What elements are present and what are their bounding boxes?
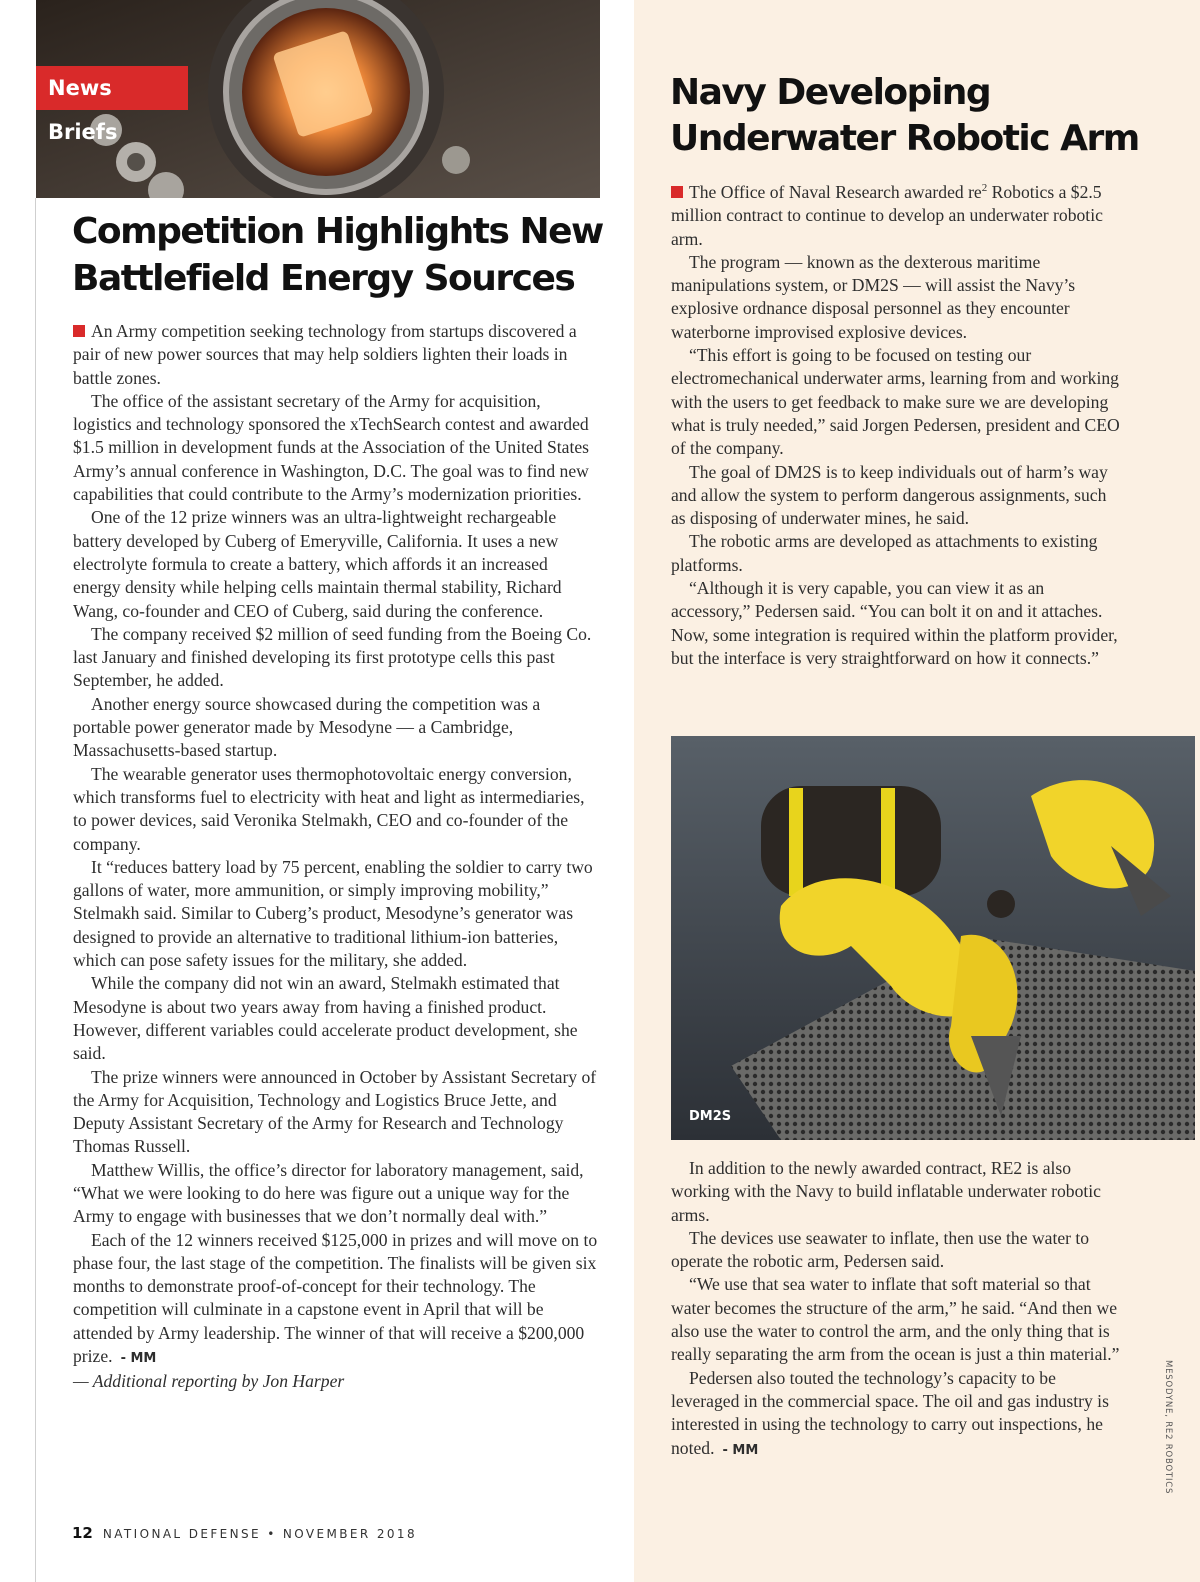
additional-reporting-credit: — Additional reporting by Jon Harper: [73, 1371, 345, 1392]
photo-credit: MESODYNE, RE2 ROBOTICS: [1163, 1360, 1173, 1495]
dm2s-robot-photo: [671, 736, 1195, 1140]
paragraph: One of the 12 prize winners was an ultra-lightweight rechargeable battery developed by Cuberg of Emeryville, California. It uses a new electrolyte formula to create a battery, which affords it an increased energy density while helping cells maintain thermal stability, Richard Wang, co-founder and CEO of Cuberg, said during the conference.: [73, 507, 562, 621]
right-article-body-bottom: [671, 1157, 1121, 1462]
news-briefs-badge: News Briefs: [36, 66, 188, 110]
left-headline-line-2: Battlefield Energy Sources: [72, 258, 575, 299]
paragraph: “This effort is going to be focused on testing our electromechanical underwater arms, learning from and working with the users to get feedback to make sure we are developing what is truly needed,” said Jorgen Pedersen, president and CEO of the company.: [671, 345, 1120, 459]
left-headline-line-1: Competition Highlights New: [72, 211, 603, 252]
paragraph-marker-icon: [73, 325, 85, 337]
paragraph: The prize winners were announced in October by Assistant Secretary of the Army for Acquisition, Technology and Logistics Bruce Jette, and Deputy Assistant Secretary of the Army for Research and Technology Thomas Russell.: [73, 1066, 597, 1157]
left-article-headline: [72, 208, 612, 302]
paragraph: Matthew Willis, the office’s director for laboratory management, said, “What we were looking to do here was figure out a unique way for the Army to engage with businesses that we don’t normally deal with.”: [73, 1159, 584, 1227]
author-signature: - MM: [722, 1442, 759, 1458]
right-headline-line-2: Underwater Robotic Arm: [670, 118, 1139, 159]
right-headline-line-1: Navy Developing: [670, 72, 991, 113]
paragraph: In addition to the newly awarded contract, RE2 is also working with the Navy to build inflatable underwater robotic arms.: [671, 1158, 1101, 1225]
paragraph: The wearable generator uses thermophotovoltaic energy conversion, which transforms fuel to electricity with heat and light as intermediaries, to power devices, said Veronika Stelmakh, CEO and co-founder of the company.: [73, 763, 585, 854]
paragraph: Another energy source showcased during the competition was a portable power generator made by Mesodyne — a Cambridge, Massachusetts-based startup.: [73, 693, 541, 761]
paragraph: The devices use seawater to inflate, then use the water to operate the robotic arm, Pedersen said.: [671, 1227, 1090, 1272]
paragraph: The robotic arms are developed as attachments to existing platforms.: [671, 531, 1098, 575]
author-signature: - MM: [120, 1351, 157, 1367]
paragraph: The office of the assistant secretary of the Army for acquisition, logistics and technology sponsored the xTechSearch contest and awarded $1.5 million in development funds at the Association of the United States Army’s annual conference in Washington, D.C. The goal was to find new capabilities that could contribute to the Army’s modernization priorities.: [73, 390, 590, 505]
right-article-headline: [670, 70, 1190, 162]
paragraph-marker-icon: [671, 186, 683, 198]
paragraph: The program — known as the dexterous maritime manipulations system, or DM2S — will assist the Navy’s explosive ordnance disposal personnel as they encounter waterborne improvised explosive devices.: [671, 251, 1076, 342]
paragraph: “We use that sea water to inflate that soft material so that water becomes the structure of the arm,” he said. “And then we also use the water to control the arm, and the only thing that is really separating the arm from the ocean is just a thin material.”: [671, 1274, 1120, 1365]
paragraph: While the company did not win an award, Stelmakh estimated that Mesodyne is about two years away from having a finished product. However, different variables could accelerate product development, she said.: [73, 973, 578, 1064]
paragraph: The goal of DM2S is to keep individuals out of harm’s way and allow the system to perform dangerous assignments, such as disposing of underwater mines, he said.: [671, 461, 1108, 529]
right-article-body-top: [671, 181, 1121, 670]
paragraph: “Although it is very capable, you can view it as an accessory,” Pedersen said. “You can bolt it on and it attaches. Now, some integration is required within the platform provider, but the interface is very straightforward on how it connects.”: [671, 578, 1118, 668]
publication-line: NATIONAL DEFENSE • NOVEMBER 2018: [102, 1527, 417, 1541]
left-article-body: [73, 320, 598, 1394]
paragraph: Pedersen also touted the technology’s capacity to be leveraged in the commercial space. The oil and gas industry is interested in using the technology to carry out inspections, he noted. - MM: [671, 1367, 1109, 1458]
paragraph: It “reduces battery load by 75 percent, enabling the soldier to carry two gallons of water, more ammunition, or simply improving mobility,” Stelmakh said. Similar to Cuberg’s product, Mesodyne’s generator was designed to provide an alternative to traditional lithium-ion batteries, which can pose safety issues for the military, she added.: [73, 856, 593, 971]
superscript-two: 2: [981, 182, 988, 195]
paragraph: An Army competition seeking technology from startups discovered a pair of new power sources that may help soldiers lighten their loads in battle zones.: [73, 321, 577, 388]
paragraph: Each of the 12 winners received $125,000 in prizes and will move on to phase four, the last stage of the competition. The finalists will be given six months to demonstrate proof-of-concept for their technology. The competition will culminate in a capstone event in April that will be attended by Army leadership. The winner of that will receive a $200,000 prize. - MM: [73, 1229, 598, 1367]
paragraph: The company received $2 million of seed funding from the Boeing Co. last January and finished developing its first prototype cells this past September, he added.: [73, 623, 592, 691]
column-divider: [35, 198, 36, 1582]
page-footer: [72, 1524, 417, 1542]
photo-caption-label: DM2S: [689, 1109, 732, 1124]
paragraph: The Office of Naval Research awarded $re^2$ Robotics a $2.5 million contract to continue to develop an underwater robotic arm.: [671, 182, 1103, 249]
robot-arm-art: [671, 736, 1195, 1140]
page-number: 12: [72, 1524, 93, 1542]
